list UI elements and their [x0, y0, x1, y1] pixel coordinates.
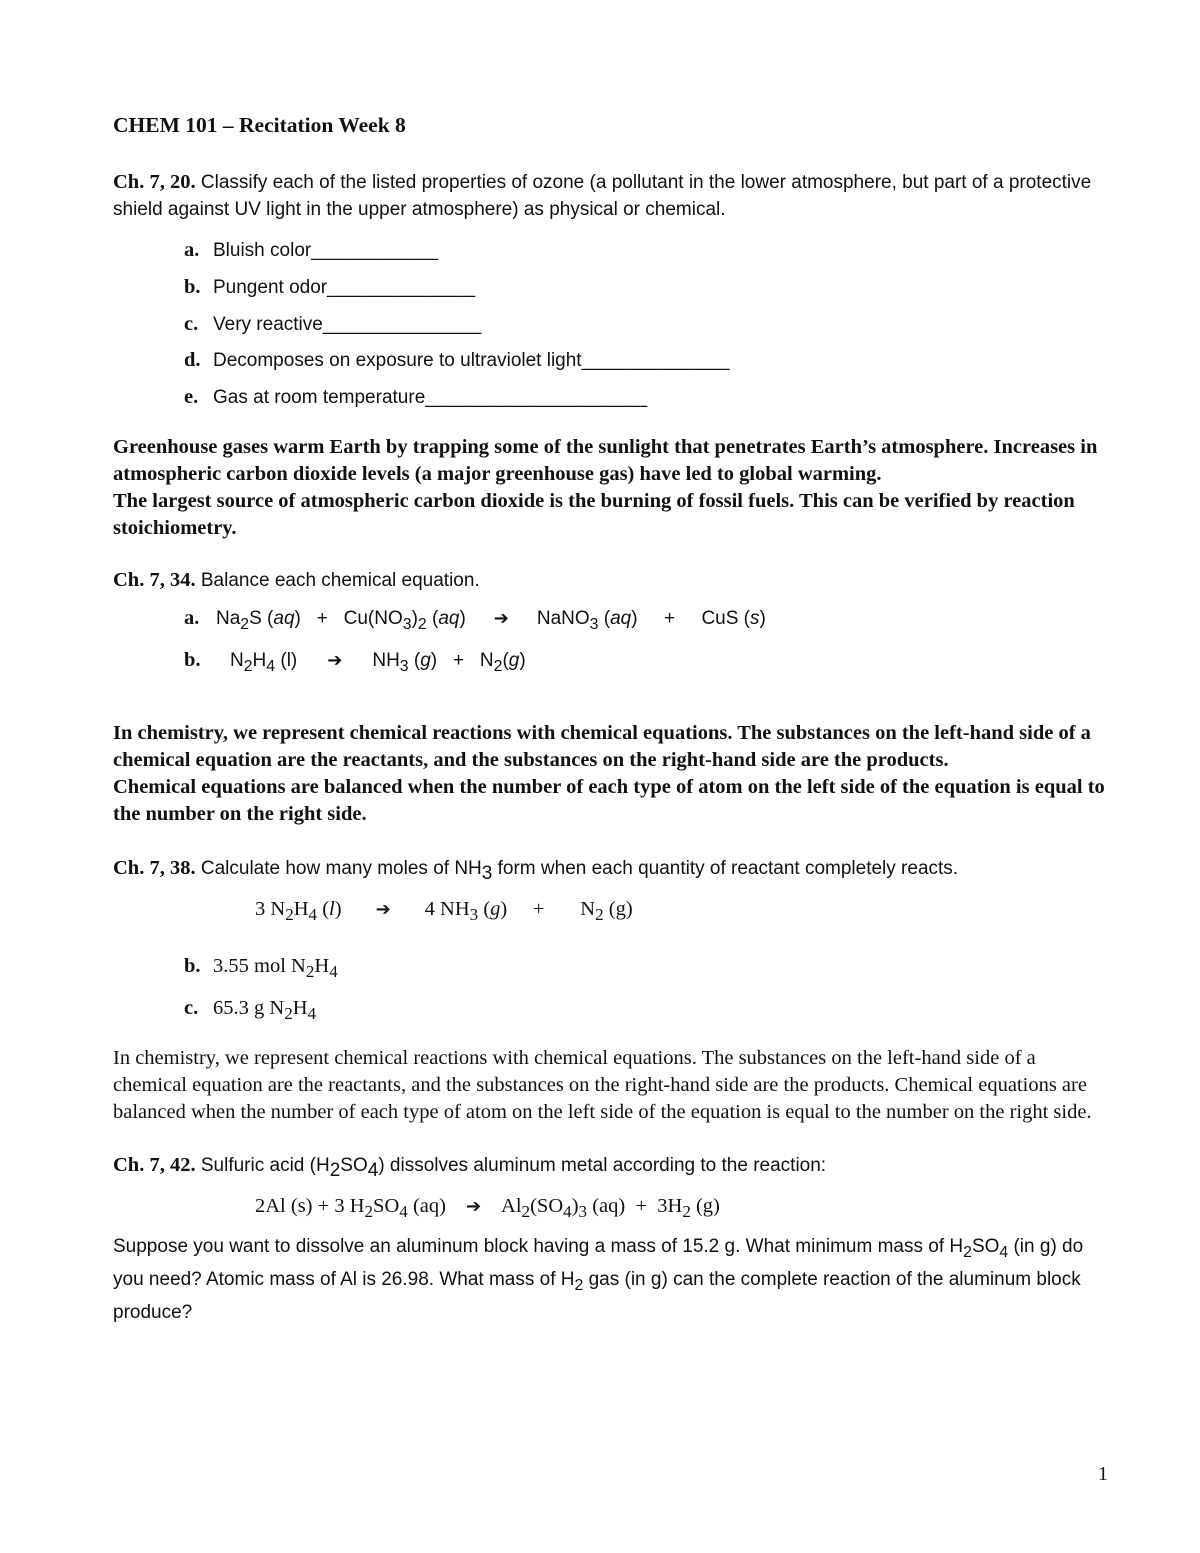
equation-ammonia: 3 $N_2H_4$ (l) ➔ 4 $NH_3$ (g) + $N_2$ (g) [255, 897, 633, 924]
question-number: Ch. 7, 20. [113, 171, 196, 193]
note-paragraph: In chemistry, we represent chemical reactions with chemical equations. The substances on the left-hand side of a chemical equation are the reactants, and the substances on the right-hand side are the products. [113, 721, 1091, 771]
page-number: 1 [1098, 1463, 1108, 1485]
note-paragraph: The largest source of atmospheric carbon dioxide is the burning of fossil fuels. This can be verified by reaction stoichiometry. [113, 490, 1075, 540]
question-paragraph: Suppose you want to dissolve an aluminum block having a mass of 15.2 g. What minimum mass of $H_2SO_4$ (in g) do you need? Atomic mass of Al is 26.98. What mass of $H_2$ gas (in g) can the complete reaction of the aluminum block produce? [113, 1236, 1084, 1323]
question-7-42 [113, 1152, 1108, 1326]
note-paragraph: In chemistry, we represent chemical reactions with chemical equations. The substances on the left-hand side of a chemical equation are the reactants, and the substances on the right-hand side are the products. Chemical equations are balanced when the number of each type of atom on the left side of the equation is equal to the number on the right side. [113, 1046, 1092, 1123]
equation-aluminum: 2Al (s) + 3 $H_2SO_4$ (aq) ➔ $Al_2(SO_4)_3$ $(aq) + 3H_2$ (g) [255, 1195, 720, 1222]
list-item: a. Bluish color____________ [184, 239, 439, 261]
list-item: d. Decomposes on exposure to ultraviolet light______________ [184, 349, 730, 372]
reaction-arrow-icon: ➔ [493, 608, 509, 630]
note-paragraph: Chemical equations are balanced when the number of each type of atom on the left side of the equation is equal to the number on the right side. [113, 775, 1105, 825]
list-item: e. Gas at room temperature_____________________ [184, 386, 648, 409]
reaction-arrow-icon: ➔ [465, 1196, 482, 1218]
list-item: b. 3.55 mol $N_2H_4$ [184, 954, 338, 982]
document-page [113, 112, 1108, 1326]
reaction-arrow-icon: ➔ [375, 898, 391, 920]
greenhouse-note [113, 434, 1108, 542]
document-title: CHEM 101 – Recitation Week 8 [113, 113, 406, 137]
question-text: Ch. 7, 38. Calculate how many moles of $NH_3$ form when each quantity of reactant completely reacts. [113, 856, 959, 884]
equations-note [113, 720, 1108, 828]
question-7-34 [113, 567, 1108, 680]
question-7-38 [113, 855, 1108, 1027]
question-number: Ch. 7, 38. [113, 856, 196, 879]
list-item: b. Pungent odor______________ [184, 275, 476, 298]
reaction-arrow-icon: ➔ [327, 649, 343, 671]
equations-note-plain [113, 1045, 1108, 1126]
equation-b: b. $N_2H_4$ (l) ➔ $NH_3$ $(g) + N_2(g)$ [184, 648, 526, 675]
question-number: Ch. 7, 42. [113, 1153, 196, 1176]
quantity-list [113, 953, 1108, 1027]
question-number: Ch. 7, 34. [113, 569, 196, 592]
question-text: Ch. 7, 42. Sulfuric acid $(H_2SO_4)$ dissolves aluminum metal according to the reaction: [113, 1153, 827, 1182]
question-text: Ch. 7, 20. Classify each of the listed properties of ozone (a pollutant in the lower atmosphere, but part of a protective shield against UV light in the upper atmosphere) as physical or chemical. [113, 171, 1092, 220]
property-list [113, 237, 1108, 411]
list-item: c. Very reactive_______________ [184, 312, 482, 335]
question-text: Ch. 7, 34. Balance each chemical equation. [113, 569, 480, 592]
note-paragraph: Greenhouse gases warm Earth by trapping some of the sunlight that penetrates Earth’s atmosphere. Increases in atmospheric carbon dioxide levels (a major greenhouse gas) have led to global warming. [113, 436, 1098, 486]
list-item: c. 65.3 g $N_2H_4$ [184, 996, 317, 1023]
question-7-20 [113, 169, 1108, 411]
equation-a: a. $Na_2S$ $(aq) + Cu(NO_3)_2$ (aq) ➔ NaNO$_3$ (aq) + CuS (s) [184, 607, 766, 633]
